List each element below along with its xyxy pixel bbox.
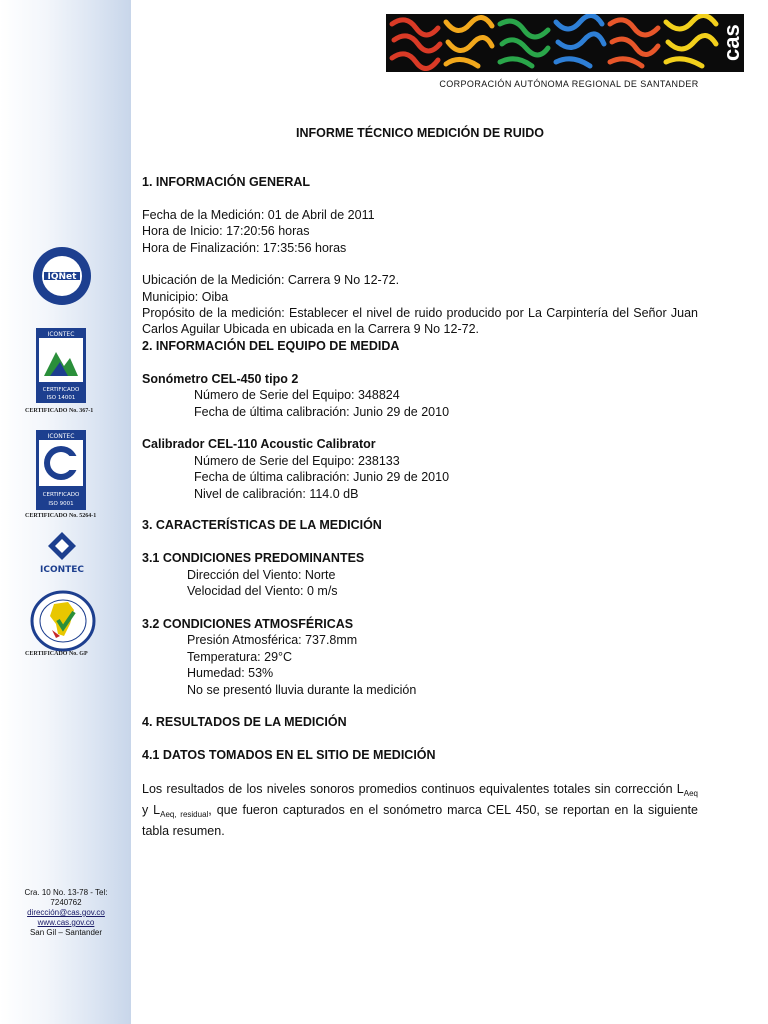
results-paragraph	[142, 781, 698, 840]
cert-caption-9001: CERTIFICADO No. 5264-1	[25, 513, 97, 519]
laeq-residual-subscript: Aeq, residual	[160, 810, 209, 820]
website-link[interactable]: www.cas.gov.co	[37, 918, 95, 927]
sidebar-address	[14, 888, 118, 938]
sonometer-name: Sonómetro CEL-450 tipo 2	[142, 372, 299, 386]
section-2-heading: 2. INFORMACIÓN DEL EQUIPO DE MEDIDA	[142, 339, 400, 353]
cert-caption-14001: CERTIFICADO No. 367-1	[25, 408, 94, 414]
email-link[interactable]: dirección@cas.gov.co	[27, 908, 105, 917]
svg-text:ICONTEC: ICONTEC	[47, 331, 75, 338]
iqnet-certified-logo	[32, 246, 92, 306]
measurement-location: Ubicación de la Medición: Carrera 9 No 12-72.	[142, 273, 400, 287]
address-city: San Gil – Santander	[29, 928, 103, 937]
cas-logo-banner	[386, 14, 744, 72]
left-sidebar	[0, 0, 131, 1024]
icontec-iso-9001-logo	[36, 430, 86, 510]
section-3-heading: 3. CARACTERÍSTICAS DE LA MEDICIÓN	[142, 518, 382, 532]
address-line: Cra. 10 No. 13-78 - Tel:	[24, 888, 108, 897]
calibrator-name: Calibrador CEL-110 Acoustic Calibrator	[142, 437, 376, 451]
gp-colombia-seal	[30, 590, 96, 652]
report-title: INFORME TÉCNICO MEDICIÓN DE RUIDO	[296, 126, 544, 140]
calibrator-calibration-date: Fecha de última calibración: Junio 29 de 2010	[194, 470, 450, 484]
icontec-iso-14001-logo	[36, 328, 86, 403]
address-phone: 7240762	[50, 898, 82, 907]
cas-brand-text: cas	[719, 24, 744, 62]
svg-text:CERTIFICADO: CERTIFICADO	[42, 492, 80, 498]
svg-text:ICONTEC: ICONTEC	[47, 433, 75, 440]
rain-note: No se presentó lluvia durante la medición	[187, 683, 417, 697]
svg-text:ISO 9001: ISO 9001	[48, 501, 74, 507]
cert-caption-gp: CERTIFICADO No. GP	[25, 651, 88, 657]
municipality: Municipio: Oiba	[142, 290, 229, 304]
section-4-heading: 4. RESULTADOS DE LA MEDICIÓN	[142, 715, 347, 729]
results-text-3: , que fueron capturados en el sonómetro marca CEL 450, se reportan en la siguiente tabla resumen.	[142, 803, 698, 839]
svg-text:CERTIFICADO: CERTIFICADO	[42, 387, 80, 393]
measurement-purpose: Propósito de la medición: Establecer el nivel de ruido producido por La Carpintería del Señor Juan Carlos Aguilar Ubicada en ubicada en la Carrera 9 No 12-72.	[142, 306, 698, 337]
laeq-subscript: Aeq	[683, 789, 698, 798]
wind-speed: Velocidad del Viento: 0 m/s	[187, 584, 338, 598]
start-time: Hora de Inicio: 17:20:56 horas	[142, 224, 310, 238]
sonometer-calibration-date: Fecha de última calibración: Junio 29 de 2010	[194, 405, 450, 419]
section-3-2-heading: 3.2 CONDICIONES ATMOSFÉRICAS	[142, 617, 354, 631]
section-1-heading: 1. INFORMACIÓN GENERAL	[142, 175, 311, 189]
organization-name: CORPORACIÓN AUTÓNOMA REGIONAL DE SANTANDER	[439, 79, 699, 89]
sonometer-serial: Número de Serie del Equipo: 348824	[194, 388, 400, 402]
atmospheric-pressure: Presión Atmosférica: 737.8mm	[187, 633, 358, 647]
measurement-date: Fecha de la Medición: 01 de Abril de 2011	[142, 208, 375, 222]
humidity: Humedad: 53%	[187, 666, 274, 680]
cas-pattern-art	[386, 14, 724, 72]
section-3-1-heading: 3.1 CONDICIONES PREDOMINANTES	[142, 551, 365, 565]
calibration-level: Nivel de calibración: 114.0 dB	[194, 487, 359, 501]
results-text-2: y L	[142, 803, 161, 818]
icontec-logo	[34, 530, 90, 576]
svg-text:IQNet: IQNet	[47, 272, 77, 282]
svg-text:ISO 14001: ISO 14001	[46, 395, 76, 401]
calibrator-serial: Número de Serie del Equipo: 238133	[194, 454, 400, 468]
results-text-1: Los resultados de los niveles sonoros promedios continuos equivalentes totales sin corrección L	[142, 782, 684, 796]
wind-direction: Dirección del Viento: Norte	[187, 568, 336, 582]
temperature: Temperatura: 29°C	[187, 650, 293, 664]
section-4-1-heading: 4.1 DATOS TOMADOS EN EL SITIO DE MEDICIÓN	[142, 748, 436, 762]
svg-text:ICONTEC: ICONTEC	[39, 565, 85, 575]
end-time: Hora de Finalización: 17:35:56 horas	[142, 241, 347, 255]
